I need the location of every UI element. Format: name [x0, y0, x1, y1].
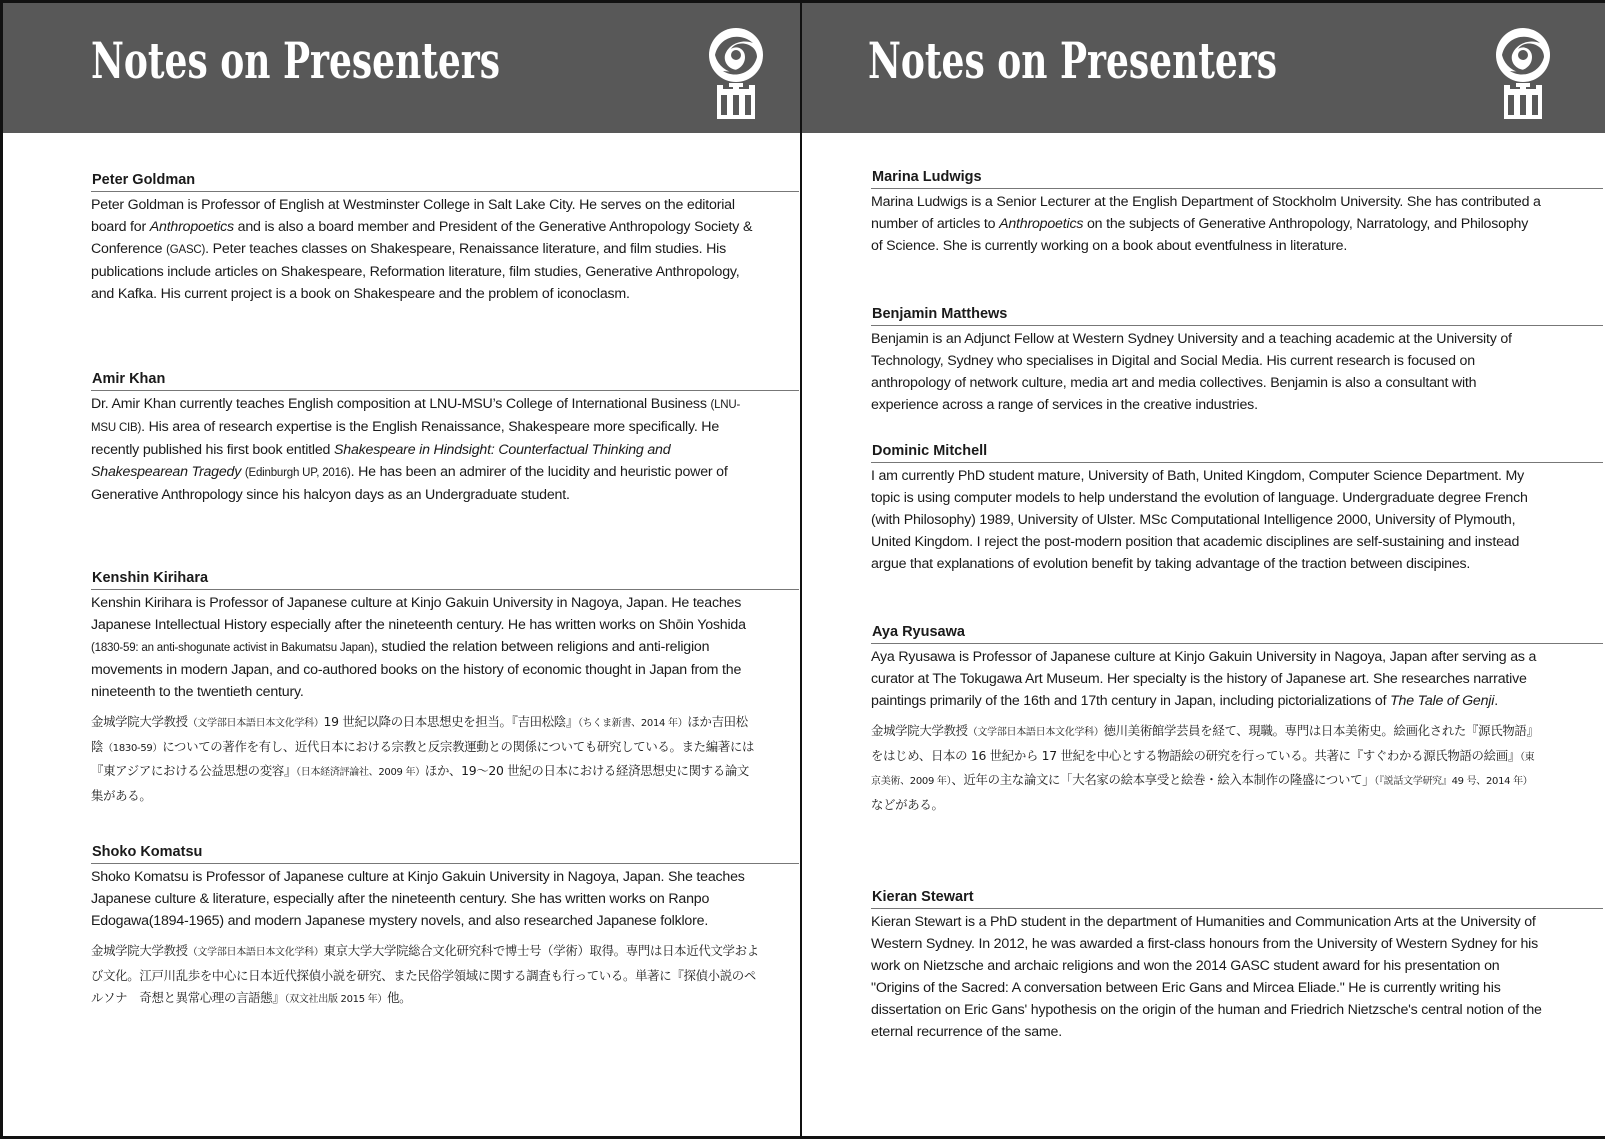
- presenters-list-right: [802, 133, 1605, 1136]
- presenter-bio: Kenshin Kirihara is Professor of Japanese culture at Kinjo Gakuin University in Nagoya, Japan. He teaches Japanese Intellectual History especially after the nineteenth century. He has written works on Shōin Yoshida (1830-59: an anti-shogunate activist in Bakumatsu Japan), studied the relation between religions and anti-religion movements in modern Japan, and co-authored books on the history of economic thought in Japan from the nineteenth to the twentieth century.: [91, 595, 746, 700]
- presenter-bio: I am currently PhD student mature, University of Bath, United Kingdom, Computer Science Department. My topic is using computer models to help understand the evolution of language. Undergraduate degree French (with Philosophy) 1989, University of Ulster. MSc Computational Intelligence 2000, University of Plymouth, United Kingdom. I reject the post-modern position that academic disciplines are self-sustaining and instead argue that explanations of evolution benefit by taking advantage of the traction between discipines.: [871, 468, 1528, 572]
- page-title: Notes on Presenters: [868, 31, 1278, 90]
- presenter-entry: [871, 442, 1543, 575]
- header-banner: [3, 3, 800, 133]
- header-banner: [802, 3, 1605, 133]
- presenter-bio: Aya Ryusawa is Professor of Japanese culture at Kinjo Gakuin University in Nagoya, Japan after serving as a curator at The Tokugawa Art Museum. Her specialty is the history of Japanese art. She researches narrative paintings primarily of the 16th and 17th century in Japan, including pictorializations of The Tale of Genji.: [871, 649, 1537, 709]
- presenter-name: Peter Goldman: [91, 171, 799, 192]
- society-crest-emblem-icon: [1490, 25, 1556, 121]
- presenter-name: Kenshin Kirihara: [91, 569, 799, 590]
- presenter-bio: Peter Goldman is Professor of English at Westminster College in Salt Lake City. He serves on the editorial board for Anthropoetics and is also a board member and President of the Generative Anthropology Society & Conference (GASC). Peter teaches classes on Shakespeare, Renaissance literature, and film studies. His publications include articles on Shakespeare, Reformation literature, film studies, Generative Anthropology, and Kafka. His current project is a book on Shakespeare and the problem of iconoclasm.: [91, 197, 753, 302]
- presenter-entry: [871, 168, 1543, 257]
- presenter-bio-japanese: 金城学院大学教授（文学部日本語日本文化学科）19 世紀以降の日本思想史を担当。『吉田松陰』（ちくま新書、2014 年）ほか吉田松陰（1830-59）についての著作を有し、近代日本における宗教と反宗教運動との関係についても研究している。また編著には『東アジアにおける公益思想の変容』（日本経済評論社、2009 年）ほか、19～20 世紀の日本における経済思想史に関する論文集がある。: [91, 714, 755, 803]
- presenter-name: Kieran Stewart: [871, 888, 1603, 909]
- presenter-bio: Shoko Komatsu is Professor of Japanese culture at Kinjo Gakuin University in Nagoya, Japan. She teaches Japanese culture & literature, especially after the nineteenth century. She has written works on Ranpo Edogawa(1894-1965) and modern Japanese mystery novels, and also researched Japanese folklore.: [91, 869, 745, 929]
- presenter-entry: [871, 623, 1543, 816]
- page-title: Notes on Presenters: [91, 31, 501, 90]
- presenter-entry: [91, 843, 759, 1012]
- presenter-bio: Kieran Stewart is a PhD student in the department of Humanities and Communication Arts at the University of Western Sydney. In 2012, he was awarded a first-class honours from the University of Western Sydney for his work on Nietzsche and archaic religions and won the 2014 GASC student award for his presentation on "Origins of the Sacred: A conversation between Eric Gans and Mircea Eliade." He is currently writing his dissertation on Eric Gans' hypothesis on the origin of the human and Friedrich Nietzsche's central notion of the eternal recurrence of the same.: [871, 914, 1542, 1040]
- presenter-entry: [91, 171, 759, 305]
- presenter-name: Dominic Mitchell: [871, 442, 1603, 463]
- presenter-entry: [91, 569, 759, 807]
- left-page: [0, 0, 802, 1139]
- presenter-bio: Benjamin is an Adjunct Fellow at Western Sydney University and a teaching academic at the University of Technology, Sydney who specialises in Digital and Social Media. His current research is focused on anthropology of network culture, media art and media collectives. Benjamin is also a consultant with experience across a range of services in the creative industries.: [871, 331, 1512, 413]
- presenter-bio-japanese: 金城学院大学教授（文学部日本語日本文化学科）東京大学大学院総合文化研究科で博士号（学術）取得。専門は日本近代文学および文化。江戸川乱歩を中心に日本近代探偵小説を研究、また民俗学領域に関する調査も行っている。単著に『探偵小説のペルソナ 奇想と異常心理の言語態』（双文社出版 2015 年）他。: [91, 943, 759, 1005]
- presenter-name: Shoko Komatsu: [91, 843, 799, 864]
- presenter-name: Marina Ludwigs: [871, 168, 1603, 189]
- society-crest-emblem-icon: [703, 25, 769, 121]
- presenter-bio-japanese: 金城学院大学教授（文学部日本語日本文化学科）徳川美術館学芸員を経て、現職。専門は日本美術史。絵画化された『源氏物語』をはじめ、日本の 16 世紀から 17 世紀を中心とする物語絵の研究を行っている。共著に『すぐわかる源氏物語の絵画』（東京美術、2009 年）、近年の主な論文に「大名家の絵本享受と絵巻・絵入本制作の隆盛について」（『説話文学研究』49 号、2014 年）などがある。: [871, 723, 1539, 812]
- presenter-name: Aya Ryusawa: [871, 623, 1603, 644]
- presenter-name: Amir Khan: [91, 370, 799, 391]
- presenter-entry: [871, 888, 1543, 1043]
- right-page: [802, 0, 1605, 1139]
- presenter-name: Benjamin Matthews: [871, 305, 1603, 326]
- presenter-entry: [871, 305, 1543, 416]
- presenters-list-left: [3, 133, 800, 1136]
- presenter-bio: Dr. Amir Khan currently teaches English composition at LNU-MSU’s College of International Business (LNU-MSU CIB). His area of research expertise is the English Renaissance, Shakespeare more specifically. He recently published his first book entitled Shakespeare in Hindsight: Counterfactual Thinking and Shakespearean Tragedy (Edinburgh UP, 2016). He has been an admirer of the lucidity and heuristic power of Generative Anthropology since his halcyon days as an Undergraduate student.: [91, 396, 741, 503]
- presenter-entry: [91, 370, 759, 506]
- presenter-bio: Marina Ludwigs is a Senior Lecturer at the English Department of Stockholm University. She has contributed a number of articles to Anthropoetics on the subjects of Generative Anthropology, Narratology, and Philosophy of Science. She is currently working on a book about eventfulness in literature.: [871, 194, 1541, 254]
